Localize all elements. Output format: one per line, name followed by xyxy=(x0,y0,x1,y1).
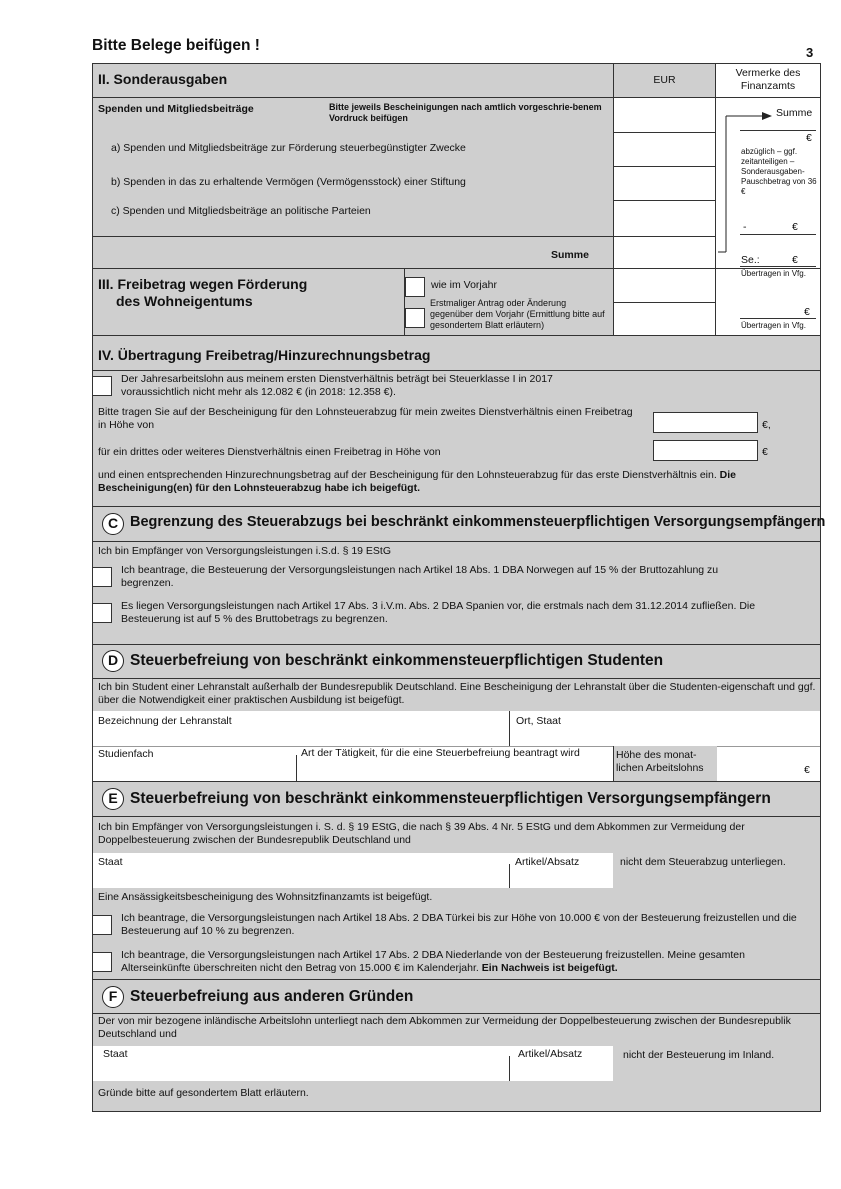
wie-vorjahr-label: wie im Vorjahr xyxy=(431,279,497,291)
fa-minus: - xyxy=(743,221,747,233)
jahresarbeitslohn-checkbox[interactable] xyxy=(92,376,112,396)
jahresarbeitslohn-text: Der Jahresarbeitslohn aus meinem ersten Dienstverhältnis beträgt bei Steuerklasse I in 2017 voraussichtlich nicht mehr als 12.082 € (in 2018: 12.358 €). xyxy=(121,373,553,398)
fa-euro-4: € xyxy=(804,306,810,318)
f-staat-label: Staat xyxy=(103,1048,128,1060)
section-f-title: Steuerbefreiung aus anderen Gründen xyxy=(130,988,414,1005)
fa-se-label: Se.: xyxy=(741,254,760,266)
lehranstalt-label: Bezeichnung der Lehranstalt xyxy=(98,715,232,727)
tuerkei-text: Ich beantrage, die Versorgungsleistungen nach Artikel 18 Abs. 2 DBA Türkei bis zur Höhe von 10.000 € von der Besteuerung freizustellen und die Besteuerung auf 10 % zu begrenzen. xyxy=(121,912,797,937)
hinzurechnung-bold: Die Bescheinigung(en) für den Lohnsteuerabzug habe ich beigefügt. xyxy=(98,469,737,494)
section-f-badge: F xyxy=(102,986,124,1008)
page-number: 3 xyxy=(806,45,814,60)
arbeitslohn-input[interactable] xyxy=(720,760,800,778)
vermerke-header: Vermerke des Finanzamts xyxy=(735,67,801,92)
summe-label: Summe xyxy=(551,249,589,261)
fa-summe-label: Summe xyxy=(776,107,813,119)
fa-euro-3: € xyxy=(792,254,798,266)
e-steuerabzug-tail: nicht dem Steuerabzug unterliegen. xyxy=(620,856,786,868)
item-b-label: b) Spenden in das zu erhaltende Vermögen (Vermögensstock) einer Stiftung xyxy=(111,176,466,188)
erstmaliger-antrag-label: Erstmaliger Antrag oder Änderung gegenüber dem Vorjahr (Ermittlung bitte auf gesondertem Blatt erläutern) xyxy=(430,298,605,330)
section-c-badge: C xyxy=(102,513,124,535)
freibetrag-zweites-text: Bitte tragen Sie auf der Bescheinigung für den Lohnsteuerabzug für mein zweites Dienstverhältnis einen Freibetrag in Höhe von xyxy=(98,406,633,431)
f-staat-input[interactable] xyxy=(95,1062,505,1078)
freibetrag-drittes-input[interactable] xyxy=(653,440,758,461)
section-d-intro: Ich bin Student einer Lehranstalt außerhalb der Bundesrepublik Deutschland. Eine Bescheinigung der Lehranstalt über die Studenten-eigenschaft und ggf. über die Notwendigkeit einer praktischen Ausbildung ist beigefügt. xyxy=(98,681,816,706)
taetigkeit-label: Art der Tätigkeit, für die eine Steuerbefreiung beantragt wird xyxy=(301,747,580,759)
amount-c-input[interactable] xyxy=(614,201,715,237)
section-iv-title: IV. Übertragung Freibetrag/Hinzurechnungsbetrag xyxy=(98,347,431,363)
freibetrag-zweites-input[interactable] xyxy=(653,412,758,433)
freibetrag-input-1[interactable] xyxy=(614,269,715,303)
hinzurechnung-text: und einen entsprechenden Hinzurechnungsbetrag auf der Bescheinigung für den Lohnsteuerabzug für das erste Dienstverhältnis ein. Die Bescheinigung(en) für den Lohnsteuerabzug habe ich beigefügt. xyxy=(98,469,737,494)
spenden-note: Bitte jeweils Bescheinigungen nach amtlich vorgeschrie-benem Vordruck beifügen xyxy=(329,102,602,123)
f-artikel-label: Artikel/Absatz xyxy=(518,1048,583,1060)
section-c-intro: Ich bin Empfänger von Versorgungsleistungen i.S.d. § 19 EStG xyxy=(98,545,392,557)
tuerkei-checkbox[interactable] xyxy=(92,915,112,935)
studienfach-input[interactable] xyxy=(95,762,291,778)
section-d-badge: D xyxy=(102,650,124,672)
e-artikel-label: Artikel/Absatz xyxy=(515,856,580,868)
fa-euro-1: € xyxy=(806,132,812,144)
f-besteuerung-tail: nicht der Besteuerung im Inland. xyxy=(623,1049,775,1061)
section-ii-title: II. Sonderausgaben xyxy=(98,71,228,87)
amount-box-top[interactable] xyxy=(614,98,715,133)
section-e-title: Steuerbefreiung von beschränkt einkommensteuerpflichtigen Versorgungsempfängern xyxy=(130,790,771,807)
euro-comma: €, xyxy=(762,419,771,431)
e-artikel-input[interactable] xyxy=(512,870,610,886)
item-a-label: a) Spenden und Mitgliedsbeiträge zur Förderung steuerbegünstigter Zwecke xyxy=(111,142,466,154)
fa-uebertragen-1: Übertragen in Vfg. xyxy=(741,269,806,278)
arbeitslohn-euro: € xyxy=(804,764,810,776)
wie-vorjahr-checkbox[interactable] xyxy=(405,277,425,297)
section-e-intro: Ich bin Empfänger von Versorgungsleistungen i. S. d. § 19 EStG, die nach § 39 Abs. 4 Nr. 5 EStG und dem Abkommen zur Vermeidung der Doppelbesteuerung zwischen der Bundesrepublik Deutschland und xyxy=(98,821,745,846)
item-c-label: c) Spenden und Mitgliedsbeiträge an politische Parteien xyxy=(111,205,371,217)
ort-staat-input[interactable] xyxy=(512,728,817,744)
freibetrag-input-2[interactable] xyxy=(614,303,715,335)
norwegen-checkbox[interactable] xyxy=(92,567,112,587)
page-title: Bitte Belege beifügen ! xyxy=(92,37,260,54)
fa-uebertragen-2: Übertragen in Vfg. xyxy=(741,321,806,330)
erstmaliger-antrag-checkbox[interactable] xyxy=(405,308,425,328)
section-iii-title-line2: des Wohneigentums xyxy=(116,293,253,309)
fa-abzueglich-note: abzüglich – ggf. zeitanteiligen – Sonderausgaben-Pauschbetrag von 36 € xyxy=(741,147,817,196)
hoehe-label: Höhe des monat-lichen Arbeitslohns xyxy=(616,749,704,774)
section-f-intro: Der von mir bezogene inländische Arbeitslohn unterliegt nach dem Abkommen zur Vermeidung der Doppelbesteuerung zwischen der Bundesrepublik Deutschland und xyxy=(98,1015,791,1040)
summe-input[interactable] xyxy=(614,237,715,268)
section-iii-title-line1: III. Freibetrag wegen Förderung xyxy=(98,276,308,292)
e-bescheinigung-text: Eine Ansässigkeitsbescheinigung des Wohnsitzfinanzamts ist beigefügt. xyxy=(98,891,433,903)
f-artikel-input[interactable] xyxy=(512,1062,610,1078)
freibetrag-drittes-text: für ein drittes oder weiteres Dienstverhältnis einen Freibetrag in Höhe von xyxy=(98,446,441,458)
euro-sign: € xyxy=(762,446,768,458)
niederlande-text: Ich beantrage, die Versorgungsleistungen nach Artikel 17 Abs. 2 DBA Niederlande von der Besteuerung freizustellen. Meine gesamten Alterseinkünfte überschreiten nicht den Betrag von 15.000 € im Kalenderjahr. Ein Nachweis ist beigefügt. xyxy=(121,949,745,974)
studienfach-label: Studienfach xyxy=(98,748,154,760)
lehranstalt-input[interactable] xyxy=(95,728,505,744)
spenden-heading: Spenden und Mitgliedsbeiträge xyxy=(98,103,254,115)
f-gruende-text: Gründe bitte auf gesondertem Blatt erläutern. xyxy=(98,1087,309,1099)
section-c-title: Begrenzung des Steuerabzugs bei beschränkt einkommensteuerpflichtigen Versorgungsempfängern xyxy=(130,514,826,530)
section-e-badge: E xyxy=(102,788,124,810)
e-staat-input[interactable] xyxy=(95,870,505,886)
niederlande-bold: Ein Nachweis ist beigefügt. xyxy=(481,962,618,974)
e-staat-label: Staat xyxy=(98,856,123,868)
norwegen-text: Ich beantrage, die Besteuerung der Versorgungsleistungen nach Artikel 18 Abs. 1 DBA Norwegen auf 15 % der Bruttozahlung zu begrenzen. xyxy=(121,564,719,589)
section-d-title: Steuerbefreiung von beschränkt einkommensteuerpflichtigen Studenten xyxy=(130,652,664,669)
fa-euro-2: € xyxy=(792,221,798,233)
niederlande-checkbox[interactable] xyxy=(92,952,112,972)
eur-header: EUR xyxy=(653,74,676,86)
taetigkeit-input[interactable] xyxy=(300,762,610,778)
spanien-checkbox[interactable] xyxy=(92,603,112,623)
amount-a-input[interactable] xyxy=(614,133,715,167)
ort-staat-label: Ort, Staat xyxy=(516,715,561,727)
amount-b-input[interactable] xyxy=(614,167,715,201)
spanien-text: Es liegen Versorgungsleistungen nach Artikel 17 Abs. 3 i.V.m. Abs. 2 DBA Spanien vor, die erstmals nach dem 31.12.2014 zufließen. Die Besteuerung ist auf 5 % des Bruttobetrags zu begrenzen. xyxy=(121,600,756,625)
